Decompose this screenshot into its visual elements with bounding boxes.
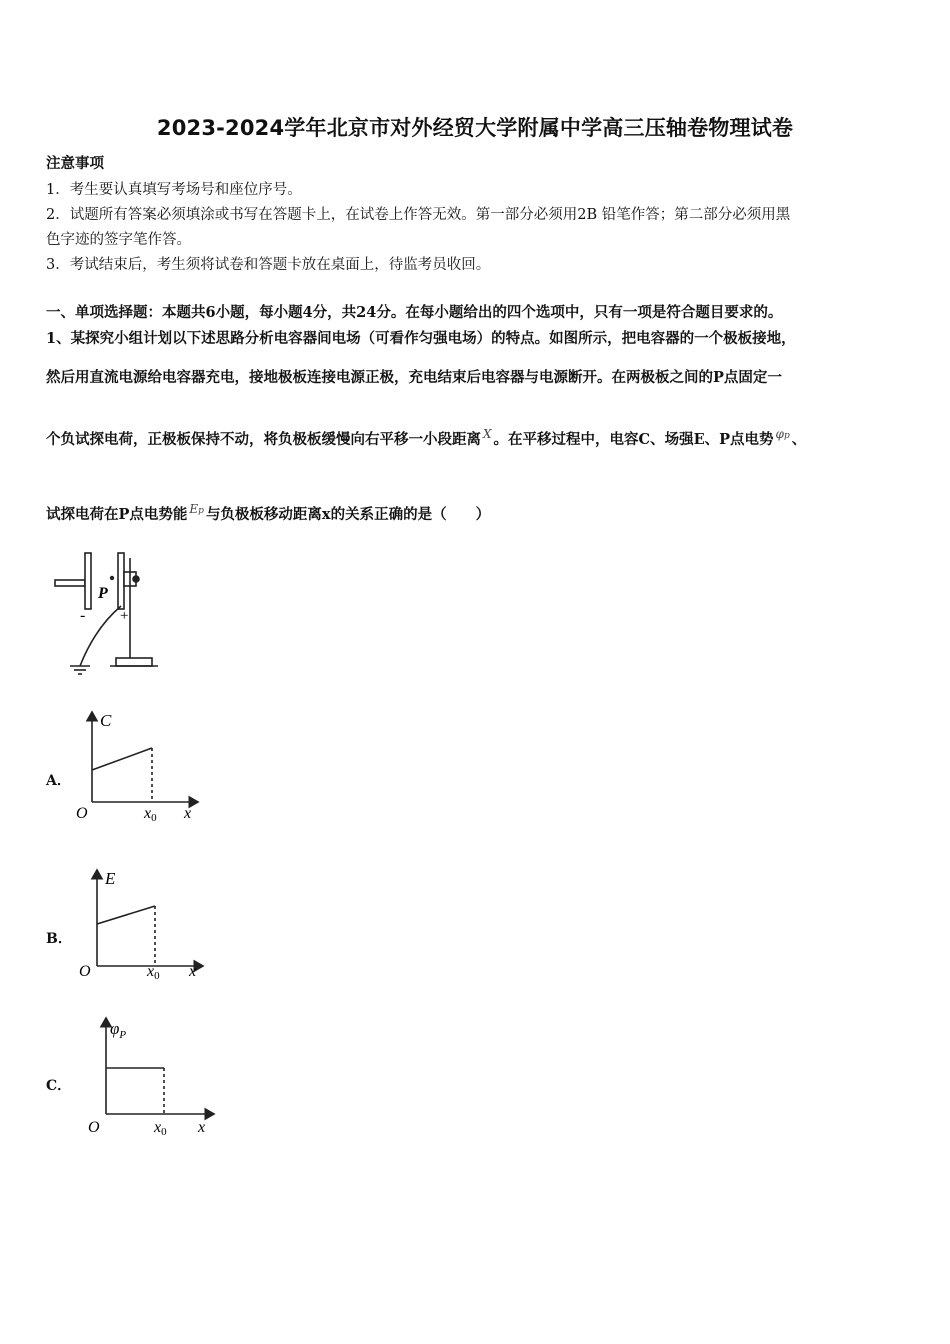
x0-sub: 0	[154, 970, 160, 982]
section-heading: 一、单项选择题：本题共6小题，每小题4分，共24分。在每小题给出的四个选项中，只有一项是符合题目要求的。	[46, 304, 783, 321]
capacitor-figure	[50, 548, 170, 680]
notice-item-1: 1．考生要认真填写考场号和座位序号。	[46, 182, 302, 198]
question-1-line-4	[46, 502, 490, 524]
x-axis-label: x	[189, 963, 197, 980]
negative-plate	[85, 553, 91, 609]
notice-heading: 注意事项	[46, 155, 104, 172]
symbol-phi-main: φ	[775, 427, 784, 441]
symbol-x: X	[483, 427, 492, 441]
x0-main: x	[147, 963, 155, 980]
option-c-graph	[82, 1012, 222, 1138]
symbol-phi-sub: p	[783, 431, 790, 441]
option-c-label: C．	[46, 1078, 72, 1094]
x-axis-label: x	[198, 1119, 206, 1136]
origin-label: O	[88, 1119, 100, 1136]
symbol-phi	[776, 427, 790, 441]
x-axis-label: x	[184, 805, 192, 822]
question-1-line-3c: 、	[791, 431, 807, 448]
option-b-label: B．	[46, 931, 72, 947]
notice-item-3: 3．考试结束后，考生须将试卷和答题卡放在桌面上，待监考员收回。	[46, 257, 491, 273]
x0-main: x	[144, 805, 152, 822]
option-b-graph	[75, 864, 215, 986]
y-axis-label	[110, 1019, 126, 1041]
point-p-dot	[110, 576, 114, 580]
label-plus: +	[120, 608, 129, 624]
option-a-label: A．	[46, 773, 71, 789]
origin-label: O	[79, 963, 91, 980]
notice-item-2-line-1: 2．试题所有答案必须填涂或书写在答题卡上，在试卷上作答无效。第一部分必须用2B 铅笔作答；第二部分必须用黑	[46, 207, 791, 223]
positive-plate	[118, 553, 124, 609]
x0-sub: 0	[161, 1126, 167, 1138]
question-1-line-1: 1、某探究小组计划以下述思路分析电容器间电场（可看作匀强电场）的特点。如图所示，把电容器的一个极板接地，	[46, 330, 796, 347]
label-minus: -	[80, 607, 86, 624]
ground-wire	[80, 606, 121, 666]
question-1-line-4a: 试探电荷在P点电势能	[46, 506, 188, 523]
label-p: P	[98, 585, 108, 602]
symbol-ep-main: E	[189, 502, 199, 516]
x0-label	[143, 805, 157, 824]
y-axis-label: C	[100, 711, 112, 730]
origin-label: O	[76, 805, 88, 822]
question-1-line-2: 然后用直流电源给电容器充电，接地极板连接电源正极，充电结束后电容器与电源断开。在两极板之间的P点固定一	[46, 369, 782, 386]
option-a-graph	[70, 706, 210, 828]
notice-item-2-line-2: 色字迹的签字笔作答。	[46, 232, 191, 248]
x0-sub: 0	[151, 812, 157, 824]
phi-main: φ	[110, 1019, 120, 1038]
clamp-screw	[133, 576, 139, 582]
x0-main: x	[154, 1119, 162, 1136]
page-title: 2023-2024学年北京市对外经贸大学附属中学高三压轴卷物理试卷	[156, 116, 794, 140]
left-handle	[55, 580, 85, 586]
stand-base	[116, 658, 152, 666]
y-axis-label: E	[105, 869, 116, 888]
question-1-line-3a: 个负试探电荷，正极板保持不动，将负极板缓慢向右平移一小段距离	[46, 431, 481, 448]
graph-line	[97, 906, 155, 924]
symbol-ep-sub: p	[198, 506, 204, 516]
x0-label	[153, 1119, 167, 1138]
graph-line	[92, 748, 152, 770]
question-1-line-4b: 与负极板移动距离x的关系正确的是（ ）	[205, 506, 491, 523]
symbol-ep	[189, 502, 204, 516]
phi-sub: P	[119, 1029, 127, 1041]
question-1-line-3b: 。在平移过程中，电容C、场强E、P点电势	[493, 431, 774, 448]
question-1-line-3	[46, 427, 806, 449]
